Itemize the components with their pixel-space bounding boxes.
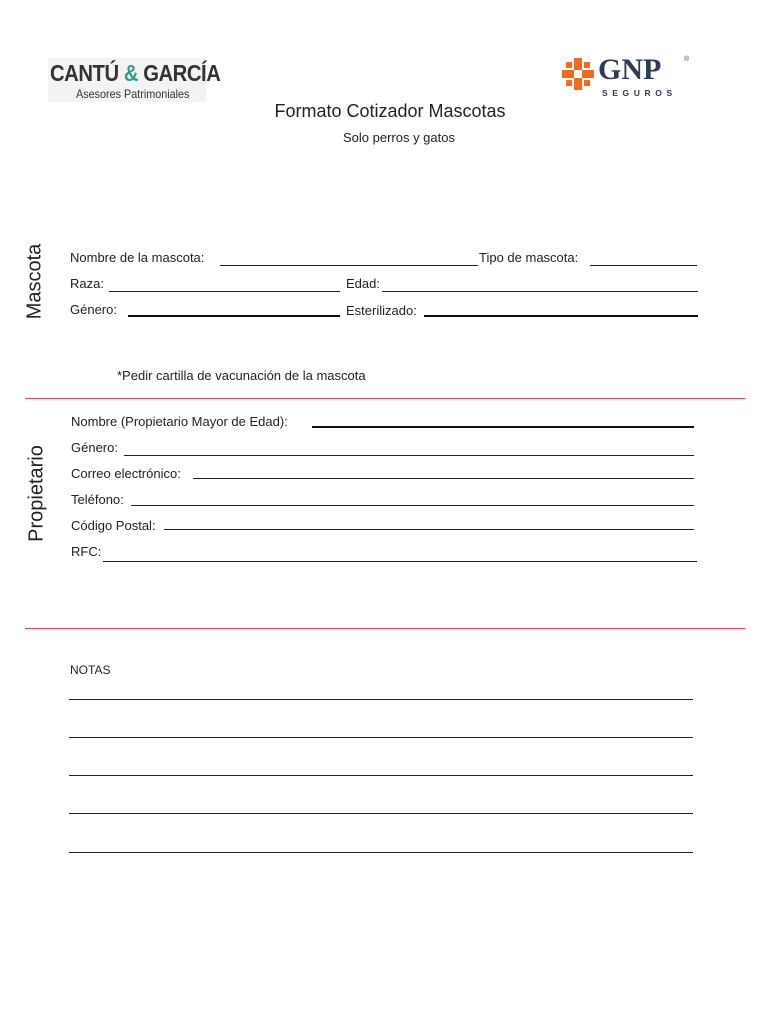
notes-line[interactable]	[69, 699, 693, 700]
notes-line[interactable]	[69, 775, 693, 776]
registered-mark: ®	[684, 56, 690, 63]
breed-label: Raza:	[70, 276, 104, 291]
owner-name-label: Nombre (Propietario Mayor de Edad):	[71, 414, 288, 429]
gnp-cross-icon	[560, 56, 596, 92]
notes-line[interactable]	[69, 737, 693, 738]
notes-line[interactable]	[69, 852, 693, 853]
owner-name-field[interactable]	[312, 426, 694, 428]
section-divider	[25, 398, 745, 399]
cantu-garcia-logo	[48, 58, 221, 102]
postal-code-field[interactable]	[164, 529, 694, 530]
pet-type-field[interactable]	[590, 265, 697, 266]
pet-name-field[interactable]	[220, 265, 478, 266]
logo-tagline: Asesores Patrimoniales	[76, 87, 190, 101]
phone-field[interactable]	[131, 505, 694, 506]
owner-gender-label: Género:	[71, 440, 118, 455]
postal-code-label: Código Postal:	[71, 518, 156, 533]
email-label: Correo electrónico:	[71, 466, 181, 481]
phone-label: Teléfono:	[71, 492, 124, 507]
section-label-mascota: Mascota	[23, 243, 46, 320]
age-field[interactable]	[382, 291, 698, 292]
page-subtitle: Solo perros y gatos	[342, 130, 455, 145]
sterilized-label: Esterilizado:	[346, 303, 417, 318]
gnp-seguros-text: SEGUROS	[602, 88, 677, 98]
owner-gender-field[interactable]	[124, 455, 694, 456]
pet-name-label: Nombre de la mascota:	[70, 250, 205, 265]
email-field[interactable]	[193, 478, 694, 479]
sterilized-field[interactable]	[424, 315, 698, 317]
rfc-label: RFC:	[71, 544, 102, 559]
pet-type-label: Tipo de mascota:	[479, 250, 579, 265]
section-label-propietario: Propietario	[25, 445, 48, 542]
breed-field[interactable]	[109, 291, 340, 292]
rfc-field[interactable]	[103, 561, 697, 562]
section-divider	[25, 628, 745, 629]
pet-gender-field[interactable]	[128, 315, 340, 317]
logo-brand-text: CANTÚ & GARCÍA	[50, 60, 221, 86]
gnp-brand-text: GNP	[598, 53, 662, 86]
notes-line[interactable]	[69, 813, 693, 814]
age-label: Edad:	[346, 276, 380, 291]
page-title: Formato Cotizador Mascotas	[274, 101, 506, 121]
notes-label: NOTAS	[70, 663, 111, 677]
gnp-seguros-logo	[560, 53, 690, 100]
pet-gender-label: Género:	[70, 302, 117, 317]
vaccination-note: *Pedir cartilla de vacunación de la mascota	[117, 368, 366, 383]
